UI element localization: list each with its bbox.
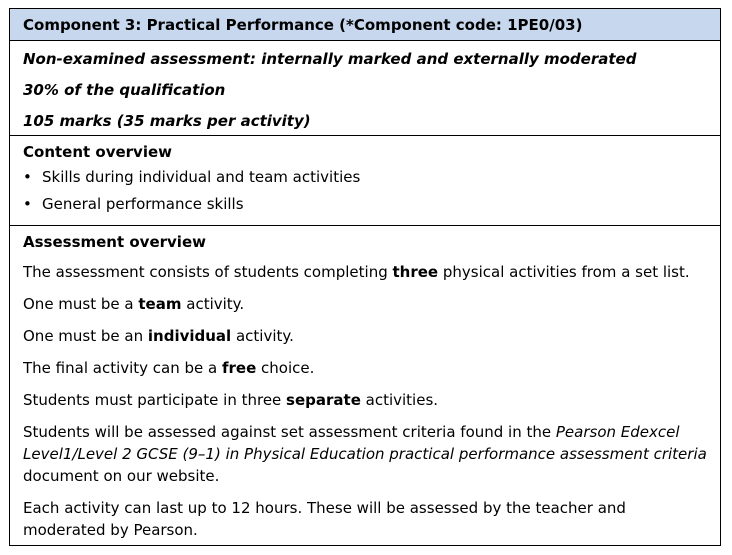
paragraph-text: Students will be assessed against set assessment criteria found in the bbox=[23, 423, 556, 441]
paragraph-text: document on our website. bbox=[23, 467, 220, 485]
assessment-type-line: Non-examined assessment: internally marked and externally moderated bbox=[23, 50, 637, 68]
assessment-overview-heading: Assessment overview bbox=[23, 233, 206, 251]
list-item-text: General performance skills bbox=[42, 195, 244, 213]
paragraph-text: The final activity can be a bbox=[23, 359, 222, 377]
assessment-paragraph bbox=[23, 357, 707, 379]
paragraph-text: activity. bbox=[231, 327, 294, 345]
summary-row bbox=[10, 41, 720, 136]
assessment-paragraph bbox=[23, 293, 707, 315]
paragraph-text: activities. bbox=[360, 391, 439, 409]
emphasis-text: individual bbox=[147, 327, 232, 345]
emphasis-text: team bbox=[138, 295, 182, 313]
content-overview-list bbox=[23, 164, 707, 218]
paragraph-text: One must be an bbox=[23, 327, 148, 345]
content-overview-row bbox=[10, 136, 720, 226]
emphasis-text: three bbox=[392, 263, 439, 281]
emphasis-text: free bbox=[222, 359, 257, 377]
paragraph-text: physical activities from a set list. bbox=[438, 263, 690, 281]
component-title-row bbox=[10, 9, 720, 41]
bullet-icon: • bbox=[23, 195, 32, 213]
paragraph-text: activity. bbox=[181, 295, 245, 313]
list-item-text: Skills during individual and team activities bbox=[42, 168, 361, 186]
assessment-paragraph bbox=[23, 421, 707, 487]
content-overview-heading: Content overview bbox=[23, 143, 173, 161]
paragraph-text: Students must participate in three bbox=[23, 391, 287, 409]
marks-line: 105 marks (35 marks per activity) bbox=[23, 112, 311, 130]
assessment-paragraph bbox=[23, 325, 707, 347]
component-spec-table bbox=[9, 8, 721, 546]
paragraph-text: Each activity can last up to 12 hours. These will be assessed by the teacher and moderated by Pearson. bbox=[23, 499, 626, 539]
list-item bbox=[23, 191, 707, 218]
paragraph-text: One must be a bbox=[23, 295, 139, 313]
emphasis-text: separate bbox=[286, 391, 361, 409]
paragraph-text: choice. bbox=[256, 359, 315, 377]
qualification-weight-line: 30% of the qualification bbox=[23, 81, 226, 99]
assessment-paragraph bbox=[23, 261, 707, 283]
assessment-overview-row bbox=[10, 226, 720, 545]
document-title-text: Pearson Edexcel Level1/Level 2 GCSE (9–1) in Physical Education practical performance assessment criteria bbox=[23, 423, 707, 463]
bullet-icon: • bbox=[23, 168, 32, 186]
list-item bbox=[23, 164, 707, 191]
assessment-paragraph bbox=[23, 497, 707, 541]
paragraph-text: The assessment consists of students completing bbox=[23, 263, 393, 281]
assessment-paragraph bbox=[23, 389, 707, 411]
component-title: Component 3: Practical Performance (*Component code: 1PE0/03) bbox=[23, 16, 583, 34]
